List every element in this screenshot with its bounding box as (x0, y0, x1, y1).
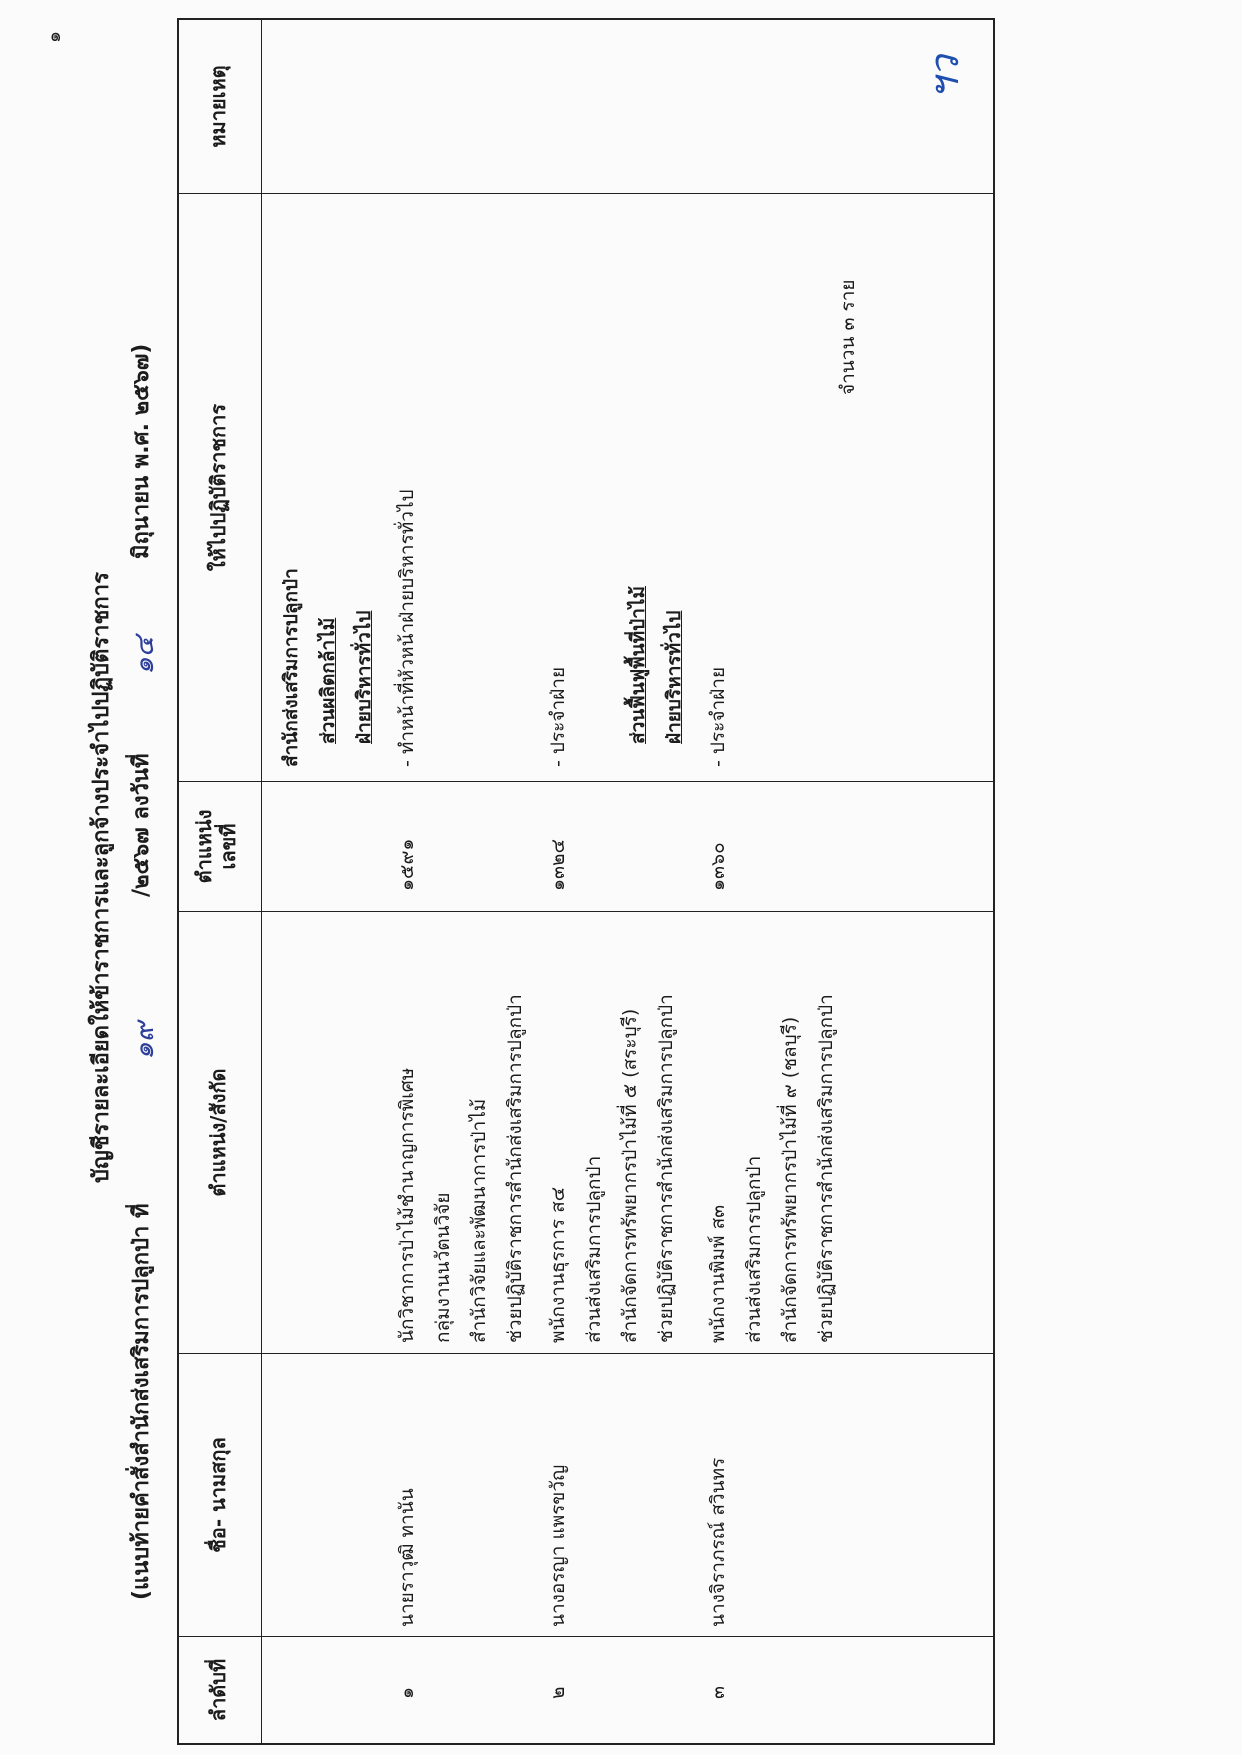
header-position: ตำแหน่ง/สังกัด (206, 1068, 230, 1197)
row-position-no: ๑๕๙๑ (396, 838, 418, 891)
header-position-no: ตำแหน่ง เลขที่ (192, 809, 240, 884)
row-name: นางจิราภรณ์ สวินทร (707, 1457, 729, 1627)
row-assignment-division: ส่วนผลิตกล้าไม้ (317, 617, 339, 744)
row-no: ๑ (396, 1686, 418, 1699)
row-assignment-office: สำนักส่งเสริมการปลูกป่า (280, 568, 302, 767)
header-remark: หมายเหตุ (206, 65, 230, 148)
order-number: ๑๙ (127, 1021, 160, 1060)
row-name: นางอรญา แพรขวัญ (547, 1464, 569, 1627)
row-position-line: สำนักจัดการทรัพยากรป่าไม้ที่ ๕ (สระบุรี) (619, 1008, 641, 1343)
document-title-line1: บัญชีรายละเอียดให้ข้าราชการและลูกจ้างประจำไปปฏิบัติราชการ (89, 572, 114, 1183)
row-assignment-division: ส่วนฟื้นฟูพื้นที่ป่าไม้ (627, 586, 649, 744)
order-year: /๒๕๖๗ ลงวันที่ (129, 753, 154, 897)
row-position-line: ส่วนส่งเสริมการปลูกป่า (583, 1155, 605, 1343)
order-month-year: มิถุนายน พ.ศ. ๒๕๖๗) (129, 343, 154, 559)
page-number: ๑ (43, 30, 65, 43)
row-position-line: ช่วยปฏิบัติราชการสำนักส่งเสริมการปลูกป่า (815, 994, 837, 1343)
row-no: ๓ (707, 1686, 729, 1699)
row-assignment-role: - ประจำฝ่าย (707, 666, 729, 767)
row-assignment-role: - ทำหน้าที่หัวหน้าฝ่ายบริหารทั่วไป (396, 489, 418, 767)
row-no: ๒ (547, 1686, 569, 1699)
total-count: จำนวน ๓ ราย (837, 279, 859, 395)
header-no: ลำดับที่ (206, 1658, 230, 1722)
order-day: ๑๔ (127, 636, 160, 675)
row-position-no: ๑๓๖๐ (707, 842, 729, 891)
header-name: ชื่อ- นามสกุล (206, 1437, 230, 1553)
row-position-line: ส่วนส่งเสริมการปลูกป่า (743, 1155, 765, 1343)
remark-initial-signature: ฯว (922, 55, 968, 100)
row-name: นายราวุฒิ ทานัน (396, 1488, 418, 1627)
row-position-line: พนักงานพิมพ์ ส๓ (707, 1204, 729, 1343)
row-position-line: นักวิชาการป่าไม้ชำนาญการพิเศษ (396, 1067, 418, 1343)
document-title-line2-prefix: (แนบท้ายคำสั่งสำนักส่งเสริมการปลูกป่า ที่ (129, 1203, 154, 1600)
row-position-line: พนักงานธุรการ ส๔ (547, 1186, 569, 1343)
row-position-line: สำนักวิจัยและพัฒนาการป่าไม้ (468, 1098, 490, 1343)
row-position-line: ช่วยปฏิบัติราชการสำนักส่งเสริมการปลูกป่า (504, 994, 526, 1343)
header-assignment: ให้ไปปฏิบัติราชการ (206, 403, 230, 572)
row-assignment-role: - ประจำฝ่าย (547, 666, 569, 767)
row-position-line: สำนักจัดการทรัพยากรป่าไม้ที่ ๙ (ชลบุรี) (779, 1016, 801, 1343)
row-position-no: ๑๓๒๔ (547, 839, 569, 891)
row-assignment-section: ฝ่ายบริหารทั่วไป (353, 610, 375, 744)
row-assignment-section: ฝ่ายบริหารทั่วไป (663, 610, 685, 744)
row-position-line: กลุ่มงานนวัตนวิจัย (432, 1192, 454, 1343)
row-position-line: ช่วยปฏิบัติราชการสำนักส่งเสริมการปลูกป่า (655, 994, 677, 1343)
